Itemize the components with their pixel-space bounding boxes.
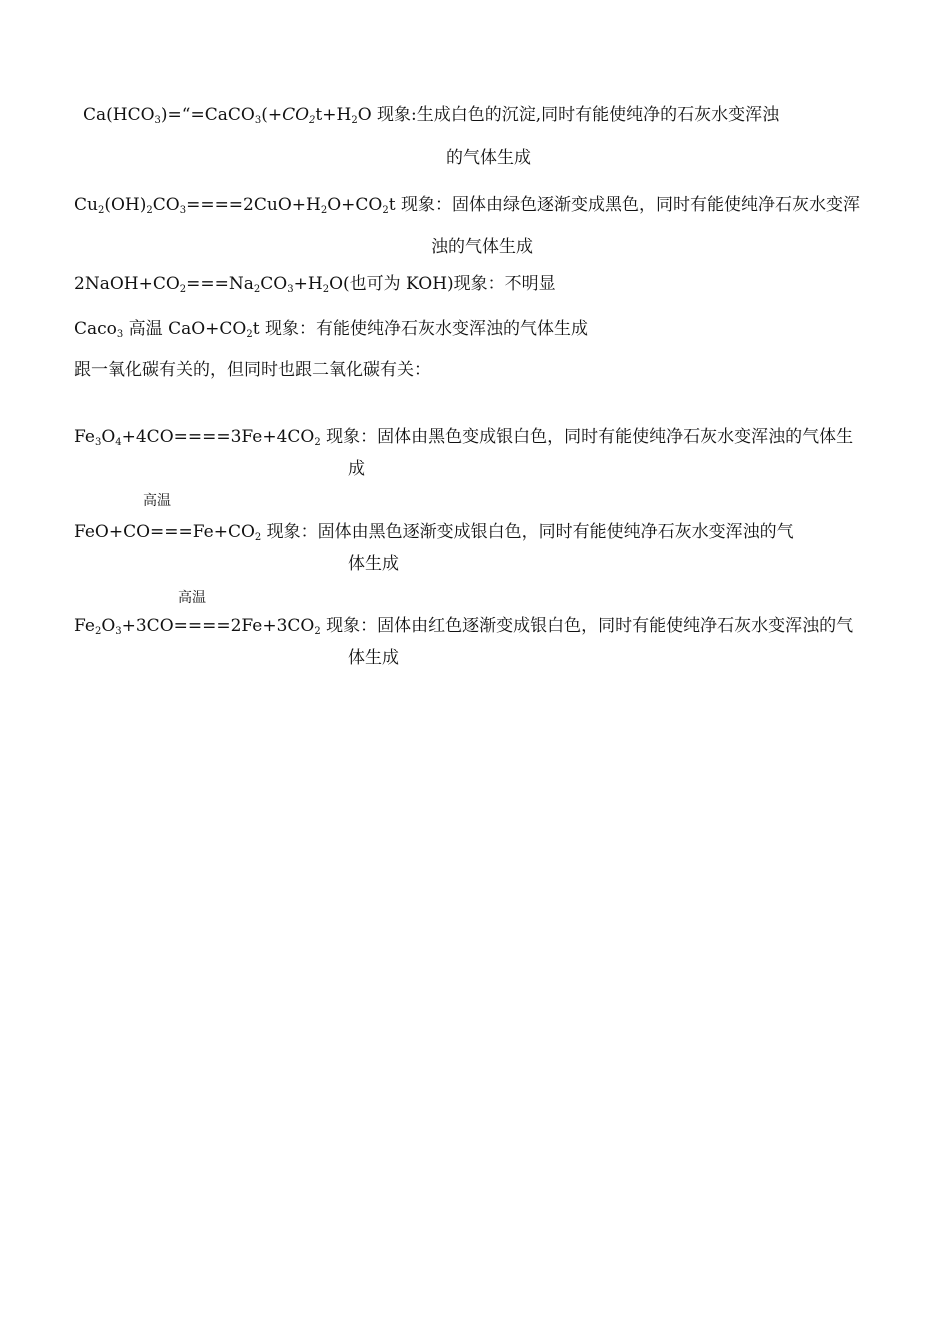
subscript: 3 [287,284,294,295]
phenomenon-text: O 现象:生成白色的沉淀,同时有能使纯净的石灰水变浑浊 [357,105,780,125]
formula-text: ( [261,105,268,125]
subscript: 2 [314,437,321,448]
phenomenon-text: 现象：固体由黑色逐渐变成银白色，同时有能使纯净石灰水变浑浊的气 [261,522,794,542]
subscript: 3 [116,329,124,340]
subscript: 2 [97,205,105,216]
equation-line [74,273,556,295]
subscript: 3 [254,115,262,126]
subscript: 2 [314,626,321,637]
section-note: 跟一氧化碳有关的，但同时也跟二氧化碳有关： [74,360,431,380]
formula-text: +3CO====2Fe+3CO [121,616,315,636]
formula-text: FeO+CO===Fe+CO [74,522,255,542]
equation-line [83,104,779,126]
subscript: 3 [94,437,102,448]
formula-text: (OH) [104,195,147,215]
formula-text: O [101,427,116,447]
formula-text: Caco [74,319,117,339]
subscript: 2 [351,115,358,126]
equation-line [74,615,853,637]
formula-text: )=“=CaCO [160,105,255,125]
formula-text: ===Na [186,274,254,294]
subscript: 2 [94,626,102,637]
phenomenon-text: O(也可为 KOH)现象：不明显 [329,274,556,294]
phenomenon-text: 现象：固体由红色逐渐变成银白色，同时有能使纯净石灰水变浑浊的气 [320,616,854,636]
subscript: 2 [322,284,330,295]
continuation-line: 体生成 [348,554,399,574]
formula-text: +CO [267,105,310,125]
subscript: 3 [179,205,187,216]
formula-text: 高温 CaO+CO [123,319,247,339]
equation-line [74,521,794,543]
subscript: 2 [320,205,328,216]
continuation-line: 浊的气体生成 [431,237,533,257]
subscript: 2 [146,205,153,216]
formula-text: 2NaOH+CO [74,274,180,294]
continuation-line: 的气体生成 [446,148,531,168]
continuation-line: 成 [348,459,365,479]
phenomenon-text: t 现象：固体由绿色逐渐变成黑色，同时有能使纯净石灰水变浑 [388,195,860,215]
continuation-line: 体生成 [348,648,399,668]
subscript: 2 [179,284,187,295]
formula-text: CO [260,274,288,294]
subscript: 2 [382,205,389,216]
subscript: 2 [254,532,262,543]
equation-line [74,426,853,448]
formula-text: Fe [74,427,95,447]
subscript: 4 [115,437,122,448]
subscript: 2 [253,284,261,295]
formula-text: ====2CuO+H [186,195,321,215]
subscript: 2 [246,329,253,340]
subscript: 3 [154,115,161,126]
reaction-condition: 高温 [178,590,206,606]
formula-text: +4CO====3Fe+4CO [121,427,315,447]
formula-text: Fe [74,616,95,636]
phenomenon-text: 现象：固体由黑色变成银白色，同时有能使纯净石灰水变浑浊的气体生 [320,427,854,447]
equation-line [74,318,588,340]
subscript: 3 [115,626,122,637]
equation-line [74,194,860,216]
formula-text: O+CO [327,195,383,215]
phenomenon-text: t 现象：有能使纯净石灰水变浑浊的气体生成 [252,319,588,339]
reaction-condition: 高温 [143,493,171,509]
formula-text: CO [152,195,180,215]
subscript: 2 [309,115,316,126]
formula-text: t+H [315,105,352,125]
formula-text: O [101,616,116,636]
formula-text: Cu [74,195,98,215]
formula-text: +H [293,274,323,294]
formula-text: Ca(HCO [83,105,155,125]
